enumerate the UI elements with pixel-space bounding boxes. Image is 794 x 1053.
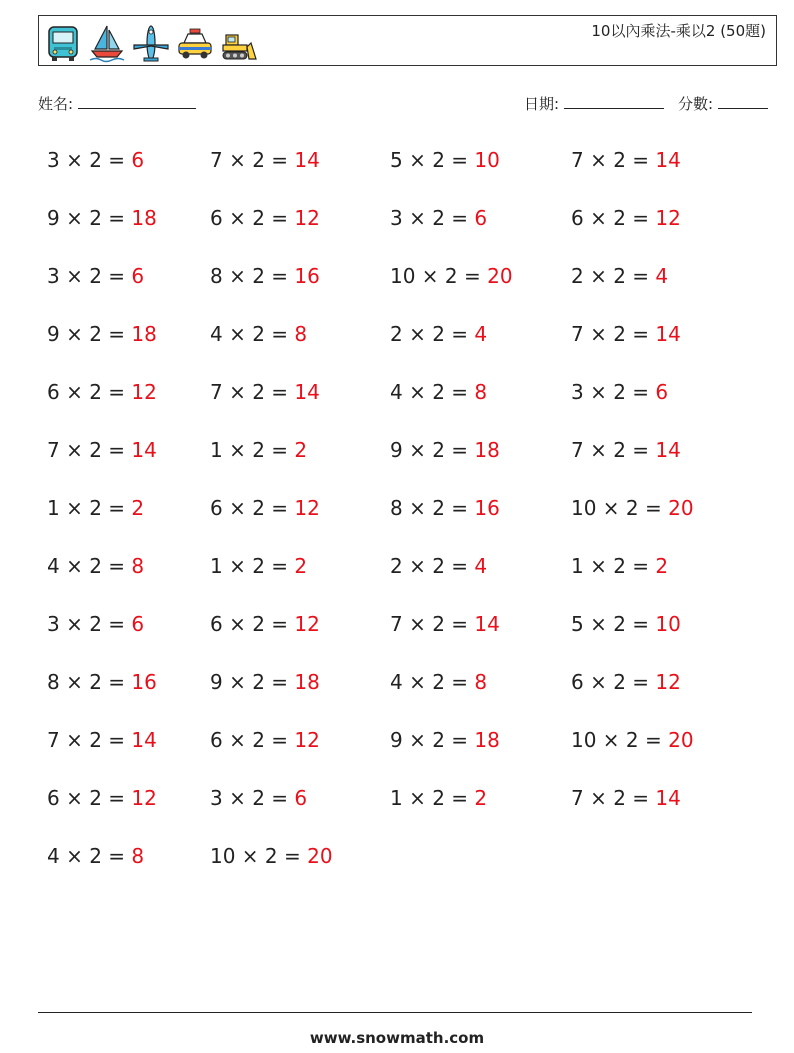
problem-item (47, 786, 157, 810)
problem-answer: 14 (655, 438, 681, 462)
problem-item (210, 322, 307, 346)
problem-answer: 12 (294, 496, 320, 520)
problem-answer: 14 (131, 438, 157, 462)
problem-item (390, 728, 500, 752)
problem-item (210, 148, 320, 172)
problem-answer: 14 (474, 612, 500, 636)
problem-equation: 7 × 2 = (47, 728, 132, 752)
problem-answer: 2 (294, 554, 308, 578)
problem-answer: 6 (131, 612, 145, 636)
problem-item (390, 322, 487, 346)
problem-equation: 6 × 2 = (47, 380, 132, 404)
problem-item (47, 844, 144, 868)
problem-equation: 3 × 2 = (571, 380, 656, 404)
problem-answer: 16 (131, 670, 157, 694)
problem-equation: 1 × 2 = (47, 496, 132, 520)
problem-equation: 7 × 2 = (571, 438, 656, 462)
problem-equation: 2 × 2 = (390, 554, 475, 578)
problem-item (390, 206, 487, 230)
problem-item (571, 728, 694, 752)
problem-item (571, 206, 681, 230)
date-label: 日期: (524, 95, 560, 113)
problem-equation: 4 × 2 = (47, 844, 132, 868)
problem-answer: 18 (131, 206, 157, 230)
problem-equation: 10 × 2 = (390, 264, 488, 288)
problem-item (47, 264, 144, 288)
problem-answer: 4 (474, 554, 488, 578)
problem-item (571, 322, 681, 346)
problem-equation: 4 × 2 = (47, 554, 132, 578)
worksheet-title: 10以內乘法-乘以2 (50題) (591, 22, 766, 40)
problem-item (210, 612, 320, 636)
problem-item (390, 554, 487, 578)
problem-equation: 3 × 2 = (390, 206, 475, 230)
problem-answer: 14 (131, 728, 157, 752)
problem-answer: 20 (668, 728, 694, 752)
problem-answer: 12 (131, 786, 157, 810)
problem-item (210, 670, 320, 694)
problem-item (390, 670, 487, 694)
problem-equation: 3 × 2 = (210, 786, 295, 810)
problem-answer: 12 (655, 670, 681, 694)
problem-answer: 14 (655, 322, 681, 346)
problem-equation: 6 × 2 = (210, 728, 295, 752)
problem-answer: 6 (474, 206, 488, 230)
problem-equation: 6 × 2 = (571, 206, 656, 230)
problem-equation: 6 × 2 = (210, 496, 295, 520)
problem-equation: 10 × 2 = (571, 496, 669, 520)
problem-answer: 10 (474, 148, 500, 172)
name-label: 姓名: (38, 95, 74, 113)
problem-answer: 4 (655, 264, 669, 288)
problem-item (571, 264, 668, 288)
problem-equation: 6 × 2 = (210, 206, 295, 230)
problem-answer: 10 (655, 612, 681, 636)
sailboat-icon (88, 23, 126, 63)
problem-answer: 16 (294, 264, 320, 288)
problem-equation: 6 × 2 = (47, 786, 132, 810)
problem-answer: 12 (294, 612, 320, 636)
problem-answer: 20 (307, 844, 333, 868)
problem-answer: 4 (474, 322, 488, 346)
problem-answer: 20 (668, 496, 694, 520)
problem-item (47, 148, 144, 172)
problem-equation: 2 × 2 = (571, 264, 656, 288)
problem-answer: 12 (655, 206, 681, 230)
problem-equation: 7 × 2 = (571, 322, 656, 346)
problem-equation: 9 × 2 = (210, 670, 295, 694)
problem-equation: 9 × 2 = (47, 322, 132, 346)
problem-item (210, 206, 320, 230)
problem-equation: 10 × 2 = (210, 844, 308, 868)
problem-equation: 10 × 2 = (571, 728, 669, 752)
problem-answer: 2 (474, 786, 488, 810)
problem-item (210, 728, 320, 752)
problem-equation: 8 × 2 = (210, 264, 295, 288)
problem-equation: 7 × 2 = (571, 786, 656, 810)
problem-equation: 7 × 2 = (571, 148, 656, 172)
problem-answer: 12 (294, 728, 320, 752)
score-label: 分數: (678, 95, 714, 113)
problem-item (47, 670, 157, 694)
problem-item (390, 148, 500, 172)
problem-equation: 8 × 2 = (47, 670, 132, 694)
score-blank[interactable] (718, 94, 768, 109)
problem-equation: 7 × 2 = (47, 438, 132, 462)
problem-item (571, 496, 694, 520)
problem-item (47, 728, 157, 752)
problem-equation: 6 × 2 = (210, 612, 295, 636)
problem-item (47, 438, 157, 462)
problem-item (47, 322, 157, 346)
problem-equation: 3 × 2 = (47, 612, 132, 636)
problem-equation: 1 × 2 = (571, 554, 656, 578)
problem-item (210, 786, 307, 810)
problem-answer: 18 (474, 728, 500, 752)
problem-answer: 8 (474, 380, 488, 404)
name-blank[interactable] (78, 94, 196, 109)
problem-equation: 5 × 2 = (571, 612, 656, 636)
name-field (38, 93, 196, 114)
bulldozer-icon (220, 23, 258, 63)
problem-item (390, 612, 500, 636)
problem-equation: 9 × 2 = (47, 206, 132, 230)
date-blank[interactable] (564, 94, 664, 109)
date-field (524, 93, 664, 114)
problem-item (571, 670, 681, 694)
problem-equation: 6 × 2 = (571, 670, 656, 694)
problem-equation: 1 × 2 = (210, 554, 295, 578)
problem-item (210, 844, 333, 868)
problem-equation: 4 × 2 = (210, 322, 295, 346)
problem-answer: 20 (487, 264, 513, 288)
problem-answer: 18 (294, 670, 320, 694)
problem-item (47, 380, 157, 404)
problem-answer: 6 (131, 148, 145, 172)
problem-answer: 14 (294, 148, 320, 172)
icon-strip (44, 23, 258, 63)
problem-item (390, 786, 487, 810)
problem-answer: 8 (294, 322, 308, 346)
problem-item (210, 438, 307, 462)
problem-item (47, 554, 144, 578)
problem-equation: 1 × 2 = (390, 786, 475, 810)
problem-equation: 1 × 2 = (210, 438, 295, 462)
problem-answer: 8 (474, 670, 488, 694)
problem-item (571, 612, 681, 636)
problem-item (390, 438, 500, 462)
problem-equation: 2 × 2 = (390, 322, 475, 346)
bus-icon (44, 23, 82, 63)
problem-equation: 5 × 2 = (390, 148, 475, 172)
problem-item (571, 554, 668, 578)
score-field (678, 93, 768, 114)
problem-item (390, 496, 500, 520)
airplane-icon (132, 23, 170, 63)
problem-answer: 6 (294, 786, 308, 810)
problem-item (47, 206, 157, 230)
problem-answer: 6 (131, 264, 145, 288)
problem-answer: 2 (294, 438, 308, 462)
problem-answer: 16 (474, 496, 500, 520)
problem-answer: 14 (655, 786, 681, 810)
footer-url: www.snowmath.com (309, 1029, 485, 1047)
problem-equation: 9 × 2 = (390, 438, 475, 462)
problem-equation: 7 × 2 = (210, 148, 295, 172)
footer-divider (38, 1012, 752, 1013)
problem-item (571, 786, 681, 810)
police-car-icon (176, 23, 214, 63)
problem-item (210, 380, 320, 404)
problem-equation: 9 × 2 = (390, 728, 475, 752)
problem-item (571, 438, 681, 462)
problem-item (210, 496, 320, 520)
problem-item (210, 264, 320, 288)
problem-item (571, 148, 681, 172)
problem-equation: 4 × 2 = (390, 380, 475, 404)
problem-item (47, 496, 144, 520)
problem-equation: 7 × 2 = (210, 380, 295, 404)
problem-equation: 8 × 2 = (390, 496, 475, 520)
problem-answer: 12 (131, 380, 157, 404)
problem-answer: 18 (474, 438, 500, 462)
problem-answer: 2 (131, 496, 145, 520)
problem-answer: 6 (655, 380, 669, 404)
problem-answer: 8 (131, 554, 145, 578)
problem-answer: 14 (294, 380, 320, 404)
problem-equation: 7 × 2 = (390, 612, 475, 636)
problem-answer: 12 (294, 206, 320, 230)
problem-answer: 2 (655, 554, 669, 578)
problem-item (390, 264, 513, 288)
problem-answer: 14 (655, 148, 681, 172)
problem-answer: 8 (131, 844, 145, 868)
problem-equation: 3 × 2 = (47, 148, 132, 172)
problem-equation: 4 × 2 = (390, 670, 475, 694)
problem-equation: 3 × 2 = (47, 264, 132, 288)
problem-answer: 18 (131, 322, 157, 346)
problem-item (571, 380, 668, 404)
problem-item (210, 554, 307, 578)
worksheet-header (38, 15, 777, 66)
problem-item (47, 612, 144, 636)
problem-item (390, 380, 487, 404)
